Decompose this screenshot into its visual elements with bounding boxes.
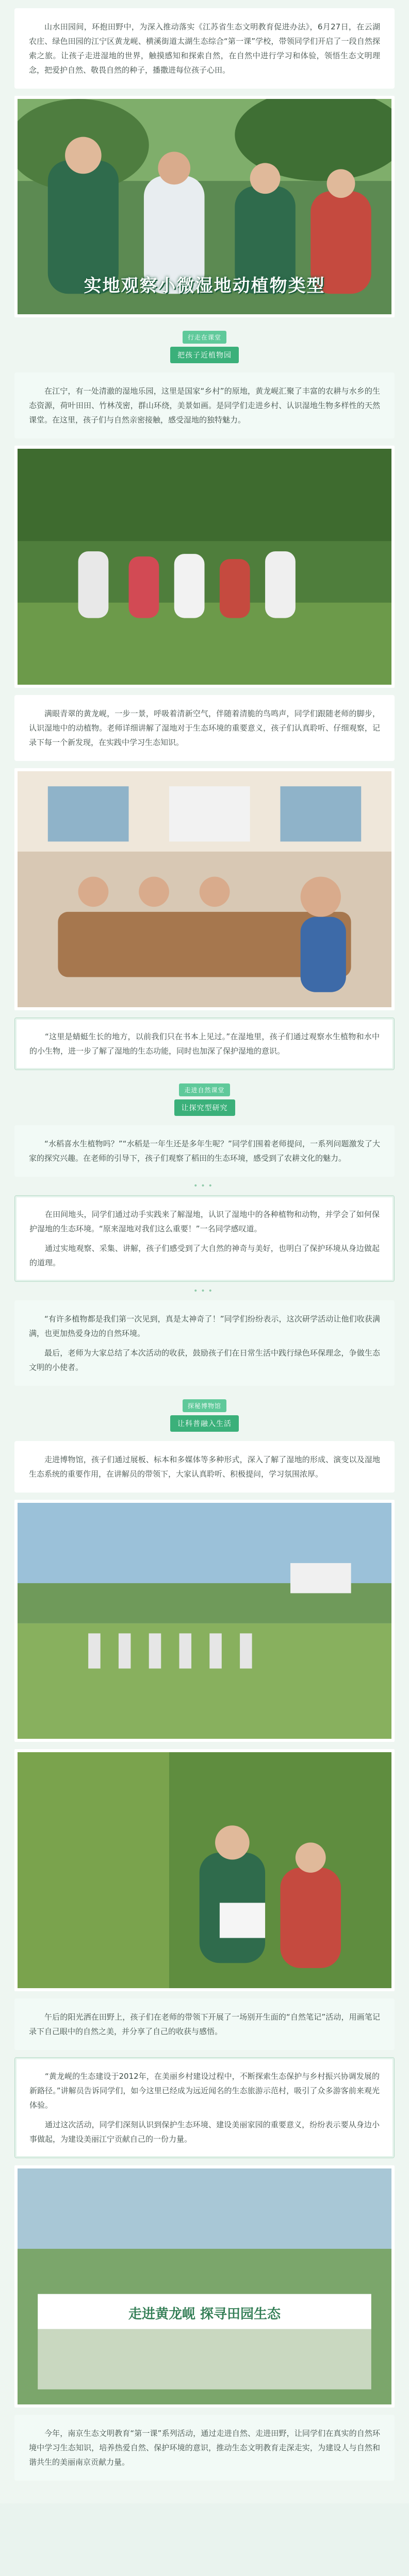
- photo-field: [14, 1500, 395, 1742]
- section9-paragraph-2: 通过这次活动，同学们深刻认识到保护生态环境、建设美丽家园的重要意义，纷纷表示要从身边小事做起，为建设美丽江宁贡献自己的一份力量。: [29, 2120, 380, 2144]
- photo-group-banner: [14, 2165, 395, 2408]
- section7-text: [14, 1441, 395, 1493]
- section6-paragraph-1: “有许多植物都是我们第一次见到，真是太神奇了！”同学们纷纷表示，这次研学活动让他们收获满满，也更加热爱身边的自然环境。: [29, 1314, 380, 1338]
- divider-dots-1: •••: [193, 1182, 216, 1190]
- section9-text: [14, 2057, 395, 2158]
- section5-text: [14, 1195, 395, 1282]
- section6-paragraph-2: 最后，老师为大家总结了本次活动的收获，鼓励孩子们在日常生活中践行绿色环保理念，争做生态文明的小使者。: [29, 1348, 380, 1372]
- photo-classroom: [14, 768, 395, 1010]
- section2-paragraph: 满眼青翠的黄龙岘，一步一景，呼吸着清新空气，伴随着清脆的鸟鸣声，同学们跟随老师的脚步，认识湿地中的动植物。老师详细讲解了湿地对于生态环境的重要意义，孩子们认真聆听、仔细观察，记录下每一个新发现，在实践中学习生态知识。: [29, 709, 380, 747]
- section4-chip: 让探究型研究: [174, 1099, 235, 1116]
- section7-paragraph: 走进博物馆，孩子们通过展板、标本和多媒体等多种形式，深入了解了湿地的形成、演变以及湿地生态系统的重要作用，在讲解员的带领下，大家认真聆听、积极提问，学习氛围浓厚。: [29, 1455, 380, 1479]
- section8-paragraph: 午后的阳光洒在田野上，孩子们在老师的带领下开展了一场别开生面的“自然笔记”活动，用画笔记录下自己眼中的自然之美，并分享了自己的收获与感悟。: [29, 2012, 380, 2036]
- section9-paragraph-1: “黄龙岘的生态建设于2012年，在美丽乡村建设过程中，不断探索生态保护与乡村振兴协调发展的新路径。”讲解员告诉同学们，如今这里已经成为远近闻名的生态旅游示范村，吸引了众多游客前来观光体验。: [29, 2072, 380, 2110]
- intro-text: [14, 8, 395, 89]
- intro-paragraph: 山水田园间，环抱田野中，为深入推动落实《江苏省生态文明教育促进办法》，6月27日，在云湖农庄、绿色田园的江宁区黄龙岘、横溪街道太湖生态综合“第一课”学校，带领同学们开启了一段自然探索之旅。让孩子走进湿地的世界，触摸感知和探索自然，在自然中进行学习和体验，领悟生态文明理念，把爱护自然、敬畏自然的种子，播撒进每位孩子心田。: [29, 22, 380, 75]
- photo-group-banner-image: [18, 2168, 391, 2404]
- section4-paragraph: “水稻喜水生植物吗？”“水稻是一年生还是多年生呢？”同学们围着老师提问，一系列问题激发了大家的探究兴趣。在老师的引导下，孩子们观察了稻田的生态环境，感受到了农耕文化的魅力。: [29, 1139, 380, 1163]
- section7-chip-top: 探秘博物馆: [183, 1399, 226, 1412]
- photo-field-image: [18, 1503, 391, 1739]
- photo-notes: [14, 1749, 395, 1991]
- section4-chip-top: 走进自然课堂: [179, 1083, 230, 1096]
- photo-notes-image: [18, 1752, 391, 1988]
- section2-text: [14, 695, 395, 761]
- section1-paragraph: 在江宁，有一处清澈的湿地乐园，这里是国家“乡村”的原地，黄龙岘汇聚了丰富的农耕与水乡的生态资源，荷叶田田、竹林茂密，群山环绕，美景如画。是同学们走进乡村、认识湿地生物多样性的天然课堂。在这里，孩子们与自然亲密接触，感受湿地的独特魅力。: [29, 386, 380, 425]
- photo-wetland-walk-image: [18, 449, 391, 685]
- photo-wetland-walk: [14, 446, 395, 688]
- footer-space: [0, 2481, 409, 2491]
- section6-text: [14, 1300, 395, 1386]
- section7-heading: [145, 1399, 264, 1432]
- section1-chip: 把孩子近植物园: [170, 347, 239, 363]
- section3-paragraph: “这里是蜻蜓生长的地方，以前我们只在书本上见过。”在湿地里，孩子们通过观察水生植物和水中的小生物，进一步了解了湿地的生态功能，同时也加深了保护湿地的意识。: [29, 1032, 380, 1056]
- section4-text: [14, 1125, 395, 1177]
- section4-heading: [145, 1083, 264, 1116]
- section3-text: [14, 1018, 395, 1070]
- section5-paragraph-1: 在田间地头，同学们通过动手实践来了解湿地，认识了湿地中的各种植物和动物，并学会了如何保护湿地的生态环境。“原来湿地对我们这么重要！”一名同学感叹道。: [29, 1210, 380, 1233]
- divider-dots-2: •••: [193, 1287, 216, 1295]
- section1-heading: [145, 331, 264, 363]
- section1-chip-top: 行走在课堂: [183, 331, 226, 344]
- section1-text: [14, 372, 395, 438]
- section7-chip: 让科普融入生活: [170, 1415, 239, 1432]
- section8-text: [14, 1998, 395, 2050]
- hero-title: 实地观察小微湿地动植物类型: [84, 276, 325, 296]
- hero-photo: [14, 96, 395, 317]
- outro-paragraph: 今年，南京生态文明教育“第一课”系列活动，通过走进自然、走进田野，让同学们在真实的自然环境中学习生态知识，培养热爱自然、保护环境的意识，推动生态文明教育走深走实，为建设人与自然和谐共生的美丽南京贡献力量。: [29, 2429, 380, 2467]
- group-banner-text: 走进黄龙岘 探寻田园生态: [128, 2307, 281, 2322]
- photo-classroom-image: [18, 771, 391, 1007]
- section5-paragraph-2: 通过实地观察、采集、讲解，孩子们感受到了大自然的神奇与美好，也明白了保护环境从身边做起的道理。: [29, 1244, 380, 1267]
- outro-text: [14, 2415, 395, 2481]
